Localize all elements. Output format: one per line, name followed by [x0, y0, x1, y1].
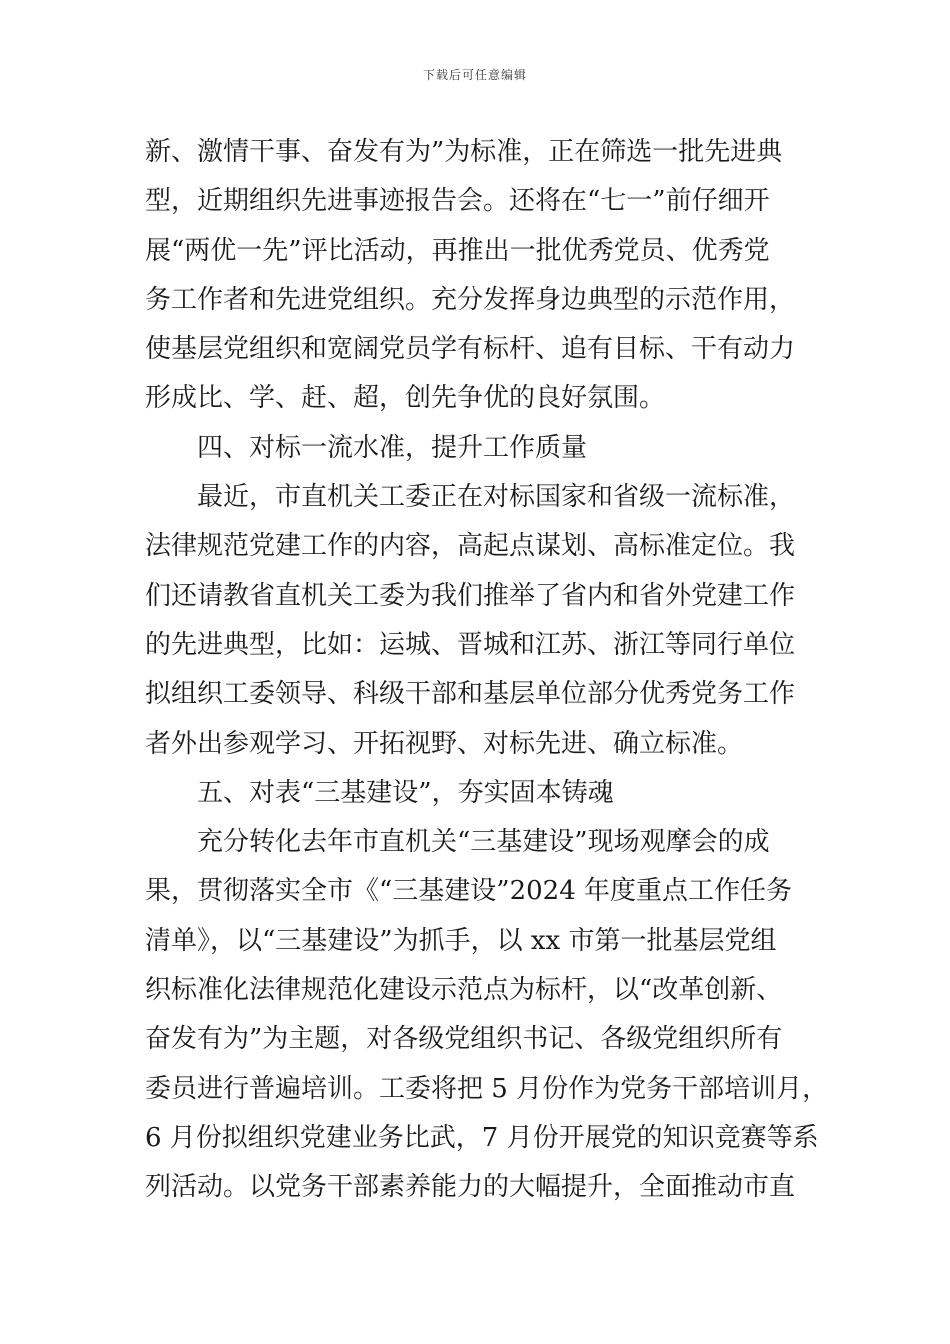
text-line: 织标准化法律规范化建设示范点为标杆，以“改革创新、: [145, 975, 783, 1006]
text-line: 拟组织工委领导、科级干部和基层单位部分优秀党务工作: [145, 679, 796, 710]
text-line: 列活动。以党务干部素养能力的大幅提升，全面推动市直: [145, 1172, 796, 1203]
text-line: 果，贯彻落实全市《“三基建设”2024 年度重点工作任务: [145, 876, 793, 907]
text-line: 奋发有为”为主题，对各级党组织书记、各级党组织所有: [145, 1024, 783, 1055]
text-line: 形成比、学、赶、超，创先争优的良好氛围。: [145, 383, 666, 414]
text-line: 新、激情干事、奋发有为”为标准，正在筛选一批先进典: [145, 137, 783, 167]
text-line: 清单》，以“三基建设”为抓手，以 xx 市第一批基层党组: [145, 925, 777, 956]
text-line: 充分转化去年市直机关“三基建设”现场观摩会的成: [197, 827, 770, 858]
text-line: 四、对标一流水准，提升工作质量: [197, 432, 588, 463]
text-line: 务工作者和先进党组织。充分发挥身边典型的示范作用，: [145, 284, 796, 315]
page-header: 下载后可任意编辑: [422, 68, 527, 82]
text-line: 者外出参观学习、开拓视野、对标先进、确立标准。: [145, 728, 744, 759]
text-line: 型，近期组织先进事迹报告会。还将在“七一”前仔细开: [145, 186, 770, 217]
text-line: 使基层党组织和宽阔党员学有标杆、追有目标、干有动力: [145, 334, 796, 365]
text-line: 们还请教省直机关工委为我们推举了省内和省外党建工作: [145, 580, 796, 611]
document-body: [145, 128, 829, 1213]
text-line: 五、对表“三基建设”，夯实固本铸魂: [197, 777, 614, 808]
text-line: 法律规范党建工作的内容，高起点谋划、高标准定位。我: [145, 531, 796, 562]
text-line: 委员进行普遍培训。工委将把 5 月份作为党务干部培训月，: [145, 1073, 829, 1104]
text-line: 的先进典型，比如：运城、晋城和江苏、浙江等同行单位: [145, 629, 796, 660]
text-line: 6 月份拟组织党建业务比武，7 月份开展党的知识竞赛等系: [145, 1122, 819, 1153]
text-line: 最近，市直机关工委正在对标国家和省级一流标准，: [197, 482, 796, 513]
text-line: 展“两优一先”评比活动，再推出一批优秀党员、优秀党: [145, 235, 770, 266]
